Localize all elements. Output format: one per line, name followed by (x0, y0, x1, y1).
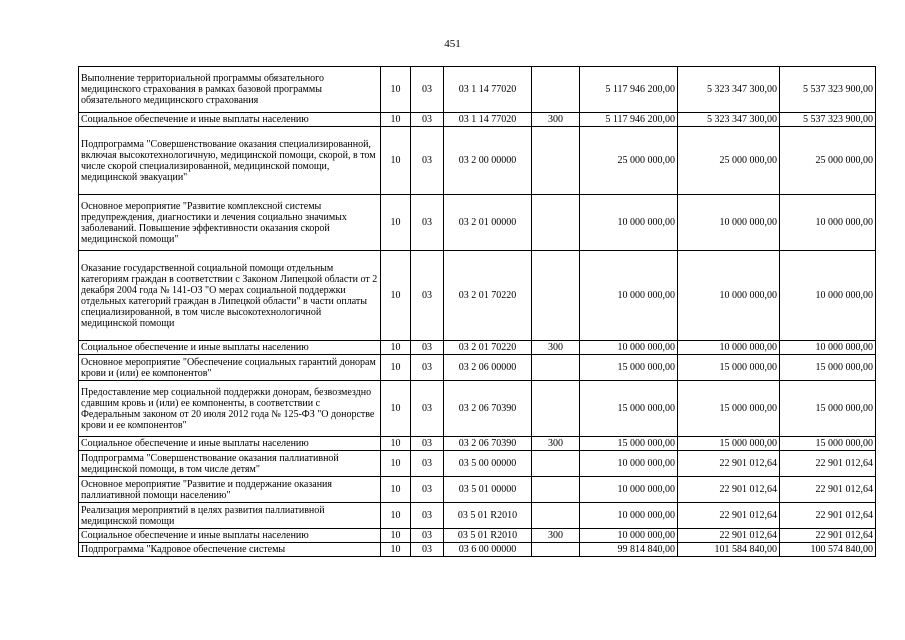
row-name: Основное мероприятие "Развитие и поддержание оказания паллиативной помощи населению" (79, 477, 381, 503)
subsection-code: 03 (411, 381, 444, 437)
amount-year3: 15 000 000,00 (780, 437, 876, 451)
table-row (79, 477, 876, 503)
table-row (79, 67, 876, 113)
amount-year1: 10 000 000,00 (580, 503, 678, 529)
table-row (79, 437, 876, 451)
subsection-code: 03 (411, 477, 444, 503)
table-row (79, 127, 876, 195)
expense-type (532, 355, 580, 381)
amount-year2: 15 000 000,00 (678, 355, 780, 381)
amount-year2: 10 000 000,00 (678, 341, 780, 355)
section-code: 10 (381, 381, 411, 437)
amount-year3: 22 901 012,64 (780, 503, 876, 529)
page-number: 451 (444, 38, 461, 50)
amount-year1: 10 000 000,00 (580, 251, 678, 341)
subsection-code: 03 (411, 451, 444, 477)
row-name: Выполнение территориальной программы обязательного медицинского страхования в рамках базовой программы обязательного медицинского страхования (79, 67, 381, 113)
amount-year2: 15 000 000,00 (678, 381, 780, 437)
section-code: 10 (381, 127, 411, 195)
section-code: 10 (381, 67, 411, 113)
amount-year3: 22 901 012,64 (780, 529, 876, 543)
subsection-code: 03 (411, 543, 444, 557)
amount-year1: 15 000 000,00 (580, 355, 678, 381)
section-code: 10 (381, 195, 411, 251)
target-code: 03 2 01 70220 (444, 341, 532, 355)
row-name: Основное мероприятие "Обеспечение социальных гарантий донорам крови и (или) ее компонентов" (79, 355, 381, 381)
target-code: 03 5 01 00000 (444, 477, 532, 503)
amount-year2: 22 901 012,64 (678, 477, 780, 503)
amount-year2: 10 000 000,00 (678, 251, 780, 341)
row-name: Оказание государственной социальной помощи отдельным категориям граждан в соответствии с Законом Липецкой области от 2 декабря 2004 года № 141-ОЗ "О мерах социальной поддержки отдельных категорий граждан в Липецкой области" в части оплаты специализированной, в том числе высокотехнологичной медицинской помощи (79, 251, 381, 341)
subsection-code: 03 (411, 195, 444, 251)
section-code: 10 (381, 113, 411, 127)
row-name: Социальное обеспечение и иные выплаты населению (79, 341, 381, 355)
expense-type (532, 195, 580, 251)
subsection-code: 03 (411, 503, 444, 529)
amount-year1: 15 000 000,00 (580, 381, 678, 437)
subsection-code: 03 (411, 341, 444, 355)
expense-type (532, 67, 580, 113)
subsection-code: 03 (411, 127, 444, 195)
amount-year2: 22 901 012,64 (678, 451, 780, 477)
section-code: 10 (381, 503, 411, 529)
amount-year2: 25 000 000,00 (678, 127, 780, 195)
table-row (79, 113, 876, 127)
section-code: 10 (381, 355, 411, 381)
subsection-code: 03 (411, 529, 444, 543)
section-code: 10 (381, 543, 411, 557)
subsection-code: 03 (411, 67, 444, 113)
amount-year3: 5 537 323 900,00 (780, 113, 876, 127)
target-code: 03 1 14 77020 (444, 67, 532, 113)
amount-year2: 101 584 840,00 (678, 543, 780, 557)
target-code: 03 2 00 00000 (444, 127, 532, 195)
target-code: 03 6 00 00000 (444, 543, 532, 557)
target-code: 03 5 01 R2010 (444, 503, 532, 529)
section-code: 10 (381, 477, 411, 503)
amount-year1: 10 000 000,00 (580, 451, 678, 477)
expense-type (532, 503, 580, 529)
amount-year1: 10 000 000,00 (580, 195, 678, 251)
amount-year1: 10 000 000,00 (580, 477, 678, 503)
amount-year1: 25 000 000,00 (580, 127, 678, 195)
amount-year3: 15 000 000,00 (780, 381, 876, 437)
target-code: 03 5 01 R2010 (444, 529, 532, 543)
amount-year1: 10 000 000,00 (580, 341, 678, 355)
target-code: 03 2 06 70390 (444, 381, 532, 437)
table-row (79, 503, 876, 529)
amount-year3: 25 000 000,00 (780, 127, 876, 195)
expense-type (532, 251, 580, 341)
amount-year1: 5 117 946 200,00 (580, 67, 678, 113)
row-name: Социальное обеспечение и иные выплаты населению (79, 113, 381, 127)
amount-year3: 22 901 012,64 (780, 451, 876, 477)
target-code: 03 1 14 77020 (444, 113, 532, 127)
amount-year2: 5 323 347 300,00 (678, 113, 780, 127)
expense-type (532, 381, 580, 437)
amount-year3: 10 000 000,00 (780, 195, 876, 251)
amount-year3: 10 000 000,00 (780, 341, 876, 355)
row-name: Реализация мероприятий в целях развития паллиативной медицинской помощи (79, 503, 381, 529)
section-code: 10 (381, 437, 411, 451)
amount-year2: 5 323 347 300,00 (678, 67, 780, 113)
row-name: Основное мероприятие "Развитие комплексной системы предупреждения, диагностики и лечения социально значимых заболеваний. Повышение эффективности оказания скорой медицинской помощи" (79, 195, 381, 251)
section-code: 10 (381, 529, 411, 543)
row-name: Социальное обеспечение и иные выплаты населению (79, 529, 381, 543)
amount-year1: 99 814 840,00 (580, 543, 678, 557)
expense-type: 300 (532, 341, 580, 355)
target-code: 03 2 06 70390 (444, 437, 532, 451)
amount-year3: 22 901 012,64 (780, 477, 876, 503)
table-row (79, 251, 876, 341)
amount-year1: 15 000 000,00 (580, 437, 678, 451)
table-row (79, 195, 876, 251)
amount-year3: 10 000 000,00 (780, 251, 876, 341)
table-row (79, 341, 876, 355)
table-row (79, 355, 876, 381)
table-row (79, 543, 876, 557)
amount-year1: 5 117 946 200,00 (580, 113, 678, 127)
row-name: Подпрограмма "Совершенствование оказания паллиативной медицинской помощи, в том числе детям" (79, 451, 381, 477)
row-name: Социальное обеспечение и иные выплаты населению (79, 437, 381, 451)
table-row (79, 529, 876, 543)
amount-year2: 10 000 000,00 (678, 195, 780, 251)
row-name: Подпрограмма "Кадровое обеспечение системы (79, 543, 381, 557)
budget-table (78, 66, 876, 557)
amount-year3: 100 574 840,00 (780, 543, 876, 557)
table-row (79, 381, 876, 437)
row-name: Предоставление мер социальной поддержки донорам, безвозмездно сдавшим кровь и (или) ее компоненты, в соответствии с Федеральным законом от 20 июля 2012 года № 125-ФЗ "О донорстве крови и ее компонентов" (79, 381, 381, 437)
section-code: 10 (381, 251, 411, 341)
expense-type (532, 543, 580, 557)
section-code: 10 (381, 451, 411, 477)
target-code: 03 2 01 00000 (444, 195, 532, 251)
expense-type (532, 477, 580, 503)
table-row (79, 451, 876, 477)
expense-type: 300 (532, 529, 580, 543)
target-code: 03 2 01 70220 (444, 251, 532, 341)
target-code: 03 5 00 00000 (444, 451, 532, 477)
amount-year3: 5 537 323 900,00 (780, 67, 876, 113)
subsection-code: 03 (411, 355, 444, 381)
section-code: 10 (381, 341, 411, 355)
amount-year3: 15 000 000,00 (780, 355, 876, 381)
amount-year2: 22 901 012,64 (678, 529, 780, 543)
expense-type (532, 451, 580, 477)
expense-type: 300 (532, 113, 580, 127)
amount-year1: 10 000 000,00 (580, 529, 678, 543)
expense-type (532, 127, 580, 195)
expense-type: 300 (532, 437, 580, 451)
subsection-code: 03 (411, 113, 444, 127)
amount-year2: 22 901 012,64 (678, 503, 780, 529)
row-name: Подпрограмма "Совершенствование оказания специализированной, включая высокотехнологичную, медицинской помощи, скорой, в том числе скорой специализированной, медицинской помощи, медицинской эвакуации" (79, 127, 381, 195)
amount-year2: 15 000 000,00 (678, 437, 780, 451)
subsection-code: 03 (411, 437, 444, 451)
target-code: 03 2 06 00000 (444, 355, 532, 381)
subsection-code: 03 (411, 251, 444, 341)
